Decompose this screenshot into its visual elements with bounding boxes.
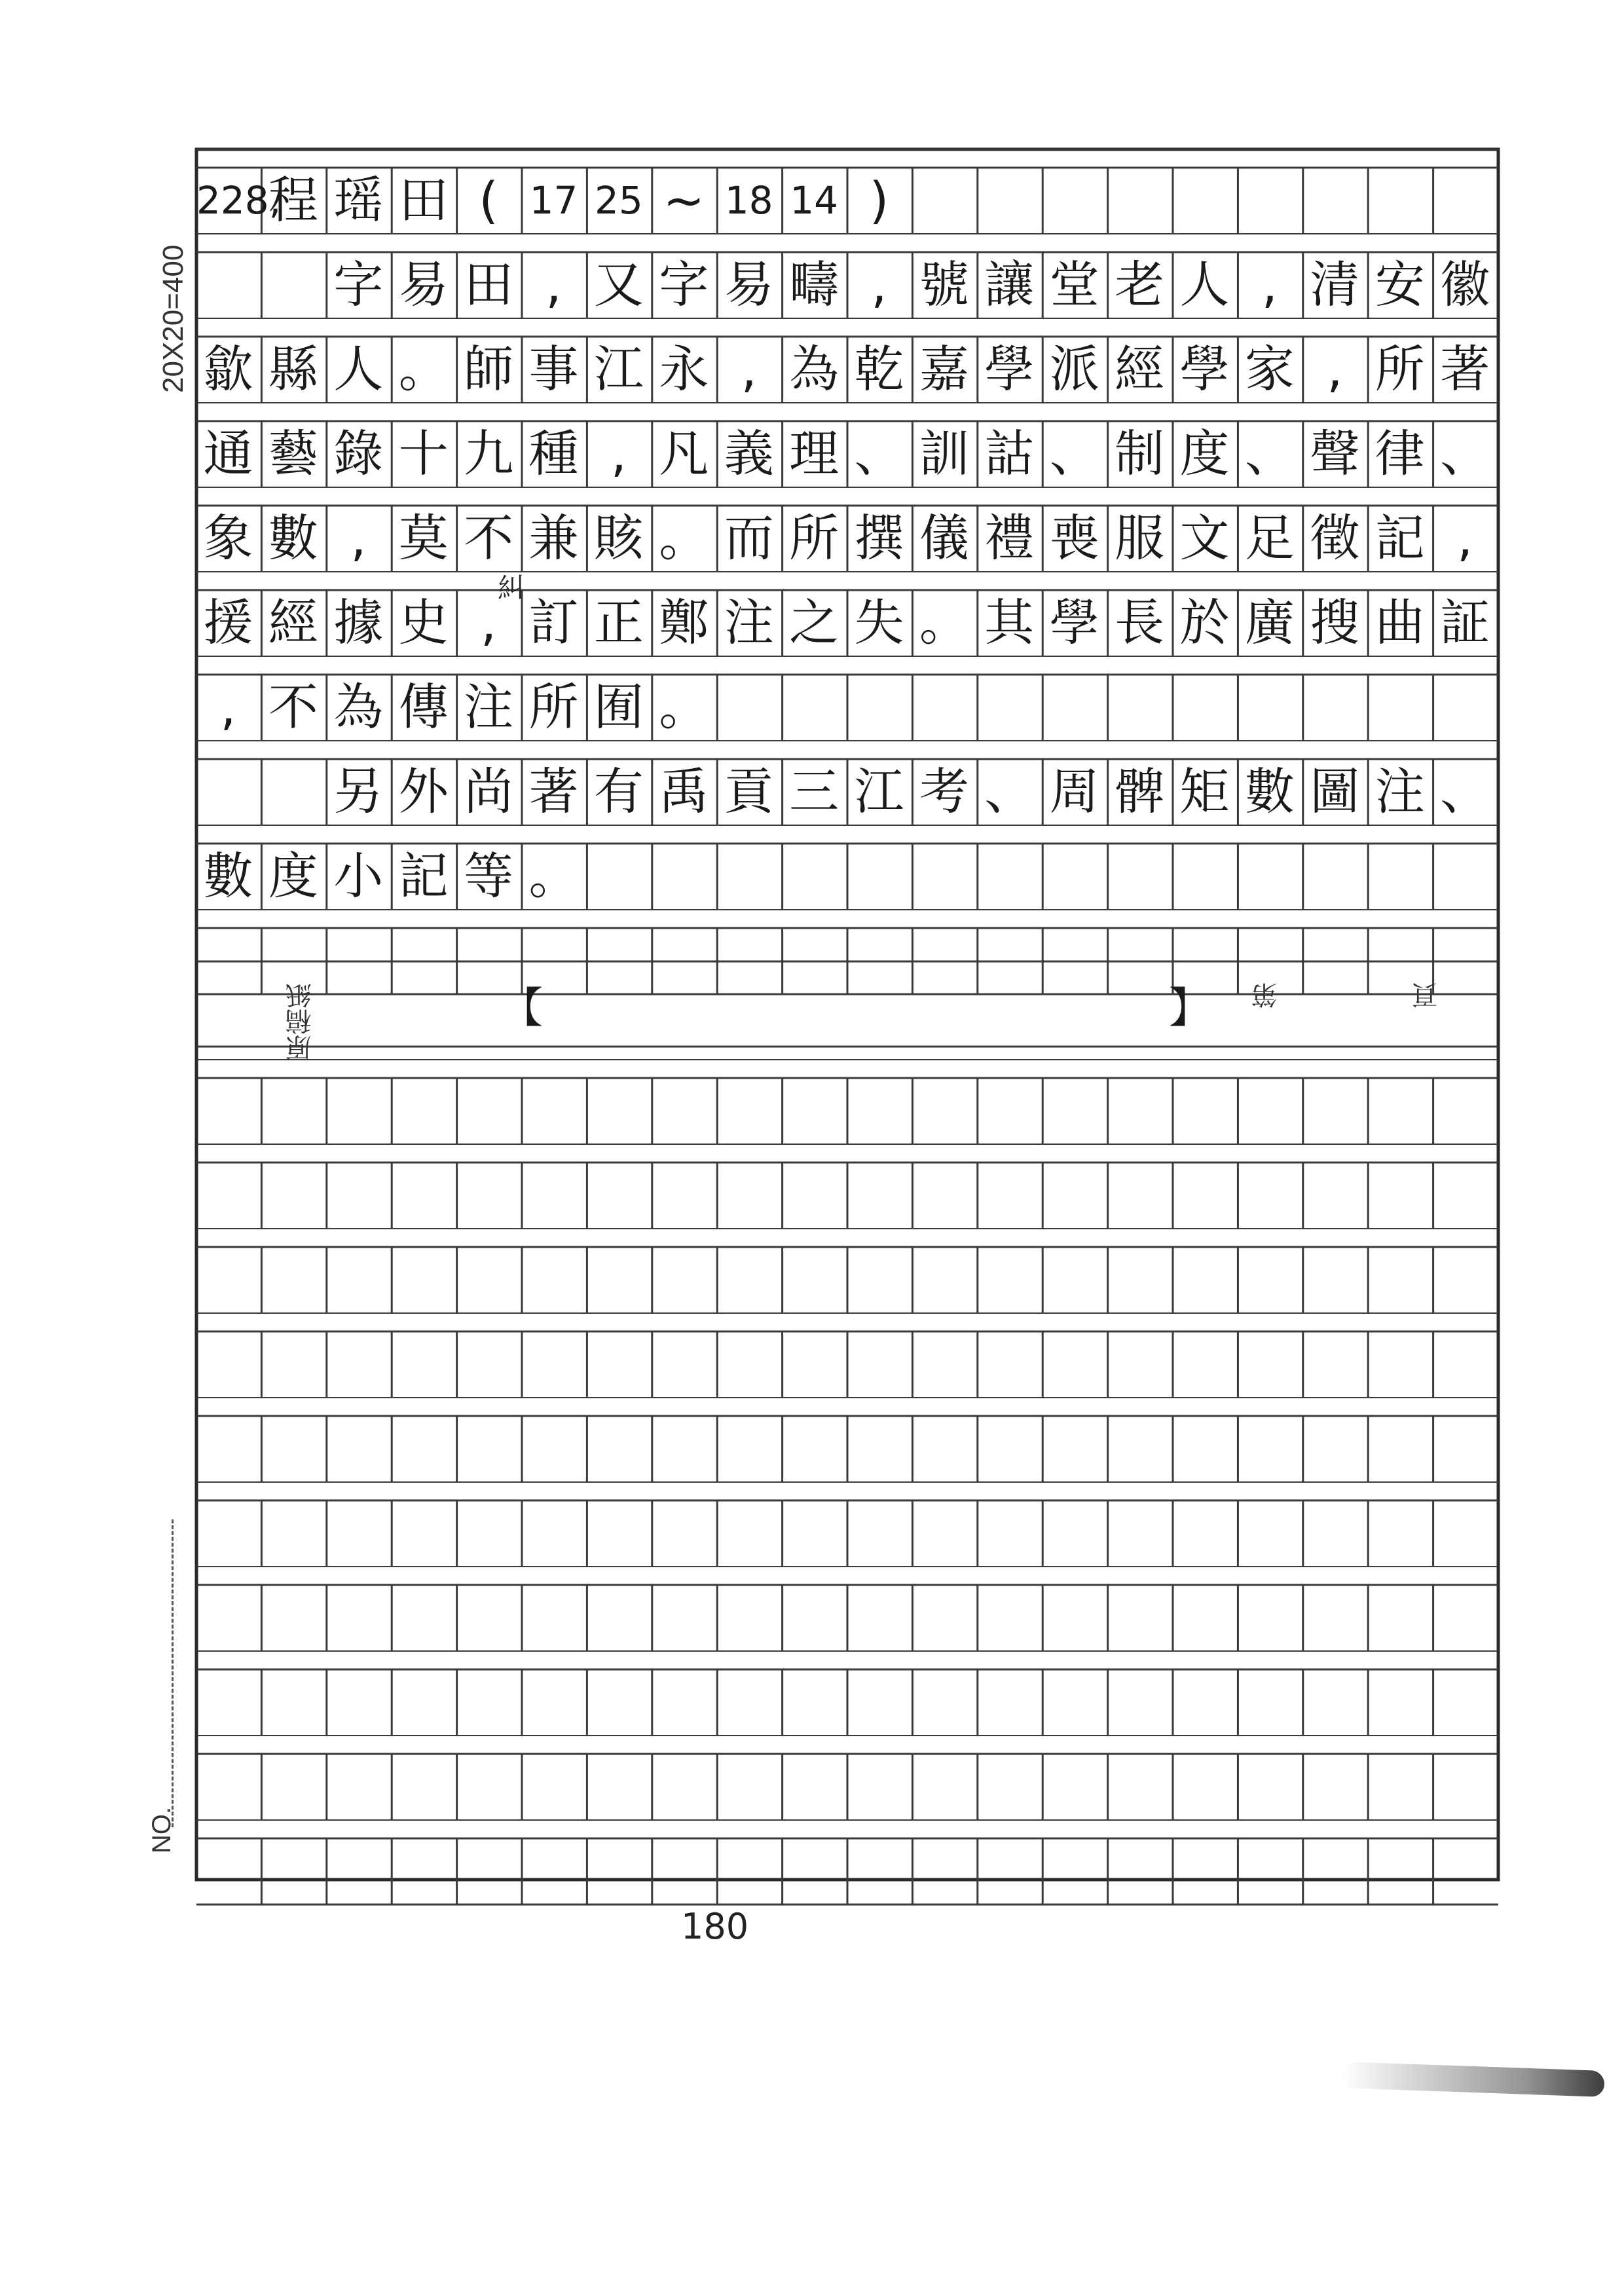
manuscript-cell: 律 — [1375, 424, 1425, 483]
manuscript-cell: 儀 — [919, 509, 969, 567]
manuscript-cell: 訓 — [919, 424, 969, 483]
manuscript-cell: 江 — [593, 340, 644, 398]
manuscript-cell: 。 — [659, 509, 709, 567]
manuscript-cell: 訂 — [528, 593, 579, 652]
manuscript-cell: 所 — [528, 678, 579, 736]
manuscript-cell: 著 — [1440, 340, 1490, 398]
manuscript-cell: 數 — [203, 847, 253, 905]
manuscript-cell: 外 — [398, 762, 449, 821]
manuscript-cell: 25 — [594, 178, 643, 223]
manuscript-cell: 派 — [1049, 340, 1099, 398]
manuscript-cell: 所 — [789, 509, 840, 567]
manuscript-cell: 學 — [1179, 340, 1230, 398]
manuscript-cell: 凡 — [659, 424, 709, 483]
manuscript-cell: 字 — [659, 255, 709, 314]
manuscript-cell: 讓 — [984, 255, 1035, 314]
manuscript-cell: 事 — [528, 340, 579, 398]
manuscript-cell: 傳 — [398, 678, 449, 736]
manuscript-cell: 鄭 — [659, 593, 709, 652]
manuscript-cell: 通 — [203, 424, 253, 483]
manuscript-cell: 周 — [1049, 762, 1099, 821]
manuscript-cell: 長 — [1115, 593, 1165, 652]
manuscript-cell: 不 — [464, 509, 514, 567]
manuscript-cell: 田 — [464, 255, 514, 314]
manuscript-cell: 象 — [203, 509, 253, 567]
manuscript-cell: 縣 — [268, 340, 318, 398]
paper-spec-label: 20X20=400 — [157, 244, 189, 393]
manuscript-cell: 學 — [984, 340, 1035, 398]
document-number-blank-line — [172, 1519, 174, 1827]
manuscript-cell: 於 — [1179, 593, 1230, 652]
manuscript-cell: 、 — [854, 424, 904, 483]
manuscript-cell: 失 — [854, 593, 904, 652]
manuscript-cell: 記 — [398, 847, 449, 905]
manuscript-cell: ) — [869, 171, 889, 229]
manuscript-cell: 注 — [724, 593, 774, 652]
manuscript-cell: 又 — [593, 255, 644, 314]
manuscript-cell: 服 — [1115, 509, 1165, 567]
manuscript-cell: 詁 — [984, 424, 1035, 483]
manuscript-cell: 乾 — [854, 340, 904, 398]
manuscript-cell: 史 — [398, 593, 449, 652]
manuscript-cell: 尚 — [464, 762, 514, 821]
footer-bracket-close: 】 — [1169, 984, 1211, 1033]
manuscript-cell: , — [1457, 509, 1473, 567]
manuscript-cell: 。 — [528, 847, 579, 905]
manuscript-cell: 為 — [333, 678, 384, 736]
manuscript-cell: 九 — [464, 424, 514, 483]
document-number-label: NO. — [147, 1806, 176, 1853]
manuscript-cell: 為 — [789, 340, 840, 398]
manuscript-cell: , — [481, 593, 497, 652]
manuscript-cell: , — [610, 424, 627, 483]
manuscript-cell: 囿 — [593, 678, 644, 736]
manuscript-cell: 人 — [1179, 255, 1230, 314]
manuscript-cell: 文 — [1179, 509, 1230, 567]
manuscript-cell: 撰 — [854, 509, 904, 567]
manuscript-cell: 錄 — [333, 424, 384, 483]
manuscript-cell: 堂 — [1049, 255, 1099, 314]
manuscript-cell: 著 — [528, 762, 579, 821]
manuscript-cell: 徵 — [1310, 509, 1360, 567]
manuscript-cell: 江 — [854, 762, 904, 821]
manuscript-cell: 莫 — [398, 509, 449, 567]
manuscript-cell: 賅 — [593, 509, 644, 567]
manuscript-cell: 圖 — [1310, 762, 1360, 821]
manuscript-cell: 注 — [1375, 762, 1425, 821]
manuscript-cell: 清 — [1310, 255, 1360, 314]
manuscript-cell: 証 — [1440, 593, 1490, 652]
manuscript-cell: 經 — [1115, 340, 1165, 398]
manuscript-cell: 聲 — [1310, 424, 1360, 483]
manuscript-cell: 。 — [659, 678, 709, 736]
manuscript-cell: 老 — [1115, 255, 1165, 314]
manuscript-cell: 制 — [1115, 424, 1165, 483]
manuscript-cell: 之 — [789, 593, 840, 652]
manuscript-cell: 度 — [1179, 424, 1230, 483]
handwritten-caret-insertion: 糾 — [498, 573, 524, 603]
manuscript-cell: 其 — [984, 593, 1035, 652]
manuscript-cell: 等 — [464, 847, 514, 905]
manuscript-cell: 十 — [398, 424, 449, 483]
manuscript-cell: 家 — [1244, 340, 1295, 398]
manuscript-cell: 不 — [268, 678, 318, 736]
manuscript-cell: 貢 — [724, 762, 774, 821]
manuscript-cell: ( — [479, 171, 498, 229]
manuscript-cell: 疇 — [789, 255, 840, 314]
page-number: 180 — [681, 1906, 749, 1947]
manuscript-cell: , — [350, 509, 367, 567]
manuscript-cell: 學 — [1049, 593, 1099, 652]
manuscript-cell: , — [1327, 340, 1343, 398]
manuscript-cell: 田 — [398, 171, 449, 229]
manuscript-cell: 易 — [724, 255, 774, 314]
manuscript-cell: , — [871, 255, 887, 314]
manuscript-cell: 、 — [1244, 424, 1295, 483]
manuscript-cell: 種 — [528, 424, 579, 483]
manuscript-cell: 徽 — [1440, 255, 1490, 314]
footer-bracket-open: 【 — [501, 984, 543, 1033]
manuscript-cell: 瑶 — [333, 171, 384, 229]
manuscript-cell: 程 — [268, 171, 318, 229]
manuscript-cell: 喪 — [1049, 509, 1099, 567]
manuscript-cell: 廣 — [1244, 593, 1295, 652]
manuscript-cell: 另 — [333, 762, 384, 821]
manuscript-cell: 髀 — [1115, 762, 1165, 821]
manuscript-cell: 歙 — [203, 340, 253, 398]
manuscript-cell: 228, — [196, 178, 282, 223]
manuscript-cell: 藝 — [268, 424, 318, 483]
manuscript-cell: 正 — [593, 593, 644, 652]
manuscript-cell: 禮 — [984, 509, 1035, 567]
footer-page-prefix: 第 — [1251, 982, 1282, 1009]
manuscript-cell: 理 — [789, 424, 840, 483]
manuscript-cell: 記 — [1375, 509, 1425, 567]
footer-manuscript-paper-label: 原稿紙 — [286, 982, 316, 1061]
manuscript-cell: 經 — [268, 593, 318, 652]
manuscript-cell: 嘉 — [919, 340, 969, 398]
manuscript-cell: 永 — [659, 340, 709, 398]
manuscript-cell: 。 — [398, 340, 449, 398]
manuscript-cell: 17 — [529, 178, 578, 223]
manuscript-cell: 有 — [593, 762, 644, 821]
manuscript-cell: , — [741, 340, 757, 398]
manuscript-cell: 所 — [1375, 340, 1425, 398]
manuscript-cell: ~ — [663, 171, 705, 229]
manuscript-cell: 、 — [1440, 762, 1490, 821]
manuscript-cell: 號 — [919, 255, 969, 314]
manuscript-cell: 18 — [724, 178, 773, 223]
footer-page-suffix: 頁 — [1412, 982, 1442, 1009]
manuscript-cell: 曲 — [1375, 593, 1425, 652]
manuscript-cell: 、 — [1049, 424, 1099, 483]
manuscript-cell: , — [220, 678, 236, 736]
manuscript-cell: 據 — [333, 593, 384, 652]
manuscript-cell: 援 — [203, 593, 253, 652]
manuscript-cell: 禹 — [659, 762, 709, 821]
manuscript-cell: 度 — [268, 847, 318, 905]
manuscript-cell: 足 — [1244, 509, 1295, 567]
manuscript-cell: 字 — [333, 255, 384, 314]
manuscript-cell: 、 — [1440, 424, 1490, 483]
manuscript-cell: 。 — [919, 593, 969, 652]
manuscript-cell: 易 — [398, 255, 449, 314]
manuscript-cell: 而 — [724, 509, 774, 567]
manuscript-cell: 小 — [333, 847, 384, 905]
manuscript-cell: 注 — [464, 678, 514, 736]
manuscript-cell: 兼 — [528, 509, 579, 567]
manuscript-cell: , — [1261, 255, 1278, 314]
manuscript-cell: 安 — [1375, 255, 1425, 314]
manuscript-cell: 、 — [984, 762, 1035, 821]
manuscript-cell: 師 — [464, 340, 514, 398]
manuscript-cell: , — [545, 255, 562, 314]
manuscript-cell: 數 — [268, 509, 318, 567]
manuscript-cell: 考 — [919, 762, 969, 821]
manuscript-cell: 義 — [724, 424, 774, 483]
manuscript-cell: 搜 — [1310, 593, 1360, 652]
manuscript-cell: 矩 — [1179, 762, 1230, 821]
manuscript-cell: 14 — [790, 178, 838, 223]
manuscript-cell: 三 — [789, 762, 840, 821]
manuscript-cell: 數 — [1244, 762, 1295, 821]
manuscript-cell: 人 — [333, 340, 384, 398]
